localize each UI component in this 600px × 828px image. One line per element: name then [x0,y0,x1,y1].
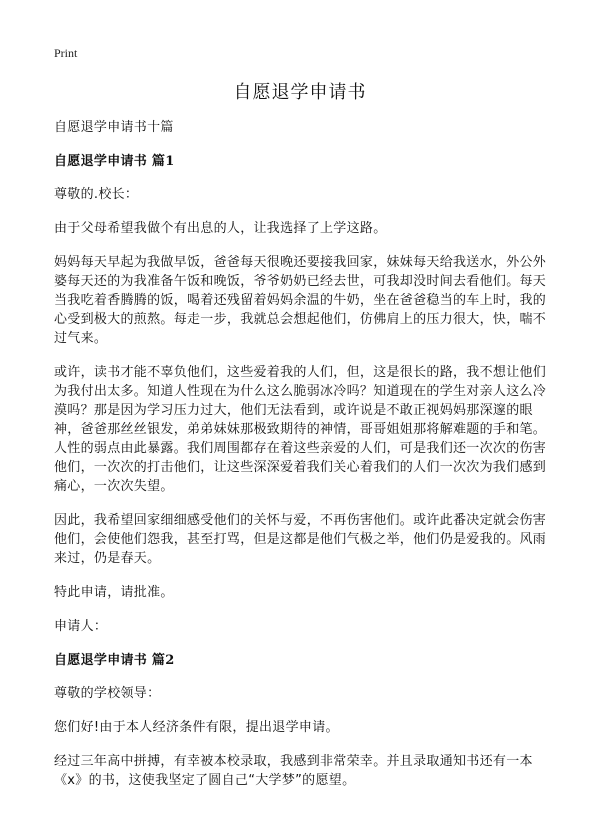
print-label: Print [54,46,78,60]
document-body [54,118,554,805]
salutation-1: 尊敬的.校长： [54,187,139,202]
intro-text: 自愿退学申请书十篇 [54,120,174,135]
paragraph: 因此，我希望回家细细感受他们的关怀与爱，不再伤害他们。或许此番决定就会伤害他们，会使他们怨我，甚至打骂，但是这都是他们气极之举，他们仍是爱我的。风雨来过，仍是春天。 [54,513,547,566]
paragraph: 经过三年高中拼搏，有幸被本校录取，我感到非常荣幸。并且录取通知书还有一本《x》的书，这使我坚定了圆自己“大学梦”的愿望。 [54,754,533,788]
page-title: 自愿退学申请书 [233,82,367,103]
section-heading-1: 自愿退学申请书 篇1 [54,154,175,169]
signature-line: 申请人： [54,619,108,634]
paragraph: 或许，读书才能不辜负他们，这些爱着我的人们，但，这是很长的路，我不想让他们为我付出太多。知道人性现在为什么这么脆弱冰冷吗？知道现在的学生对亲人这么冷漠吗？那是因为学习压力过大，他们无法看到，或许说是不敢正视妈妈那深邃的眼神，爸爸那丝丝银发，弟弟妹妹那极致期待的神情，哥哥姐姐那将解难题的手和笔。人性的弱点由此暴露。我们周围都存在着这些亲爱的人们，可是我们还一次次的伤害他们，一次次的打击他们，让这些深深爱着我们关心着我们的人们一次次为我们感到痛心，一次次失望。 [54,365,547,494]
section-heading-2: 自愿退学申请书 篇2 [54,653,175,668]
paragraph: 您们好!由于本人经济条件有限，提出退学申请。 [54,720,339,735]
paragraph: 由于父母希望我做个有出息的人，让我选择了上学这路。 [54,221,387,236]
paragraph: 特此申请，请批准。 [54,585,174,600]
paragraph: 妈妈每天早起为我做早饭，爸爸每天很晚还要接我回家，妹妹每天给我送水，外公外婆每天还的为我准备午饭和晚饭，爷爷奶奶已经去世，可我却没时间去看他们。每天当我吃着香腾腾的饭，喝着还残留着妈妈余温的牛奶，坐在爸爸稳当的车上时，我的心受到极大的煎熬。每走一步，我就总会想起他们，仿佛肩上的压力很大，快，喘不过气来。 [54,255,547,346]
salutation-2: 尊敬的学校领导： [54,686,161,701]
